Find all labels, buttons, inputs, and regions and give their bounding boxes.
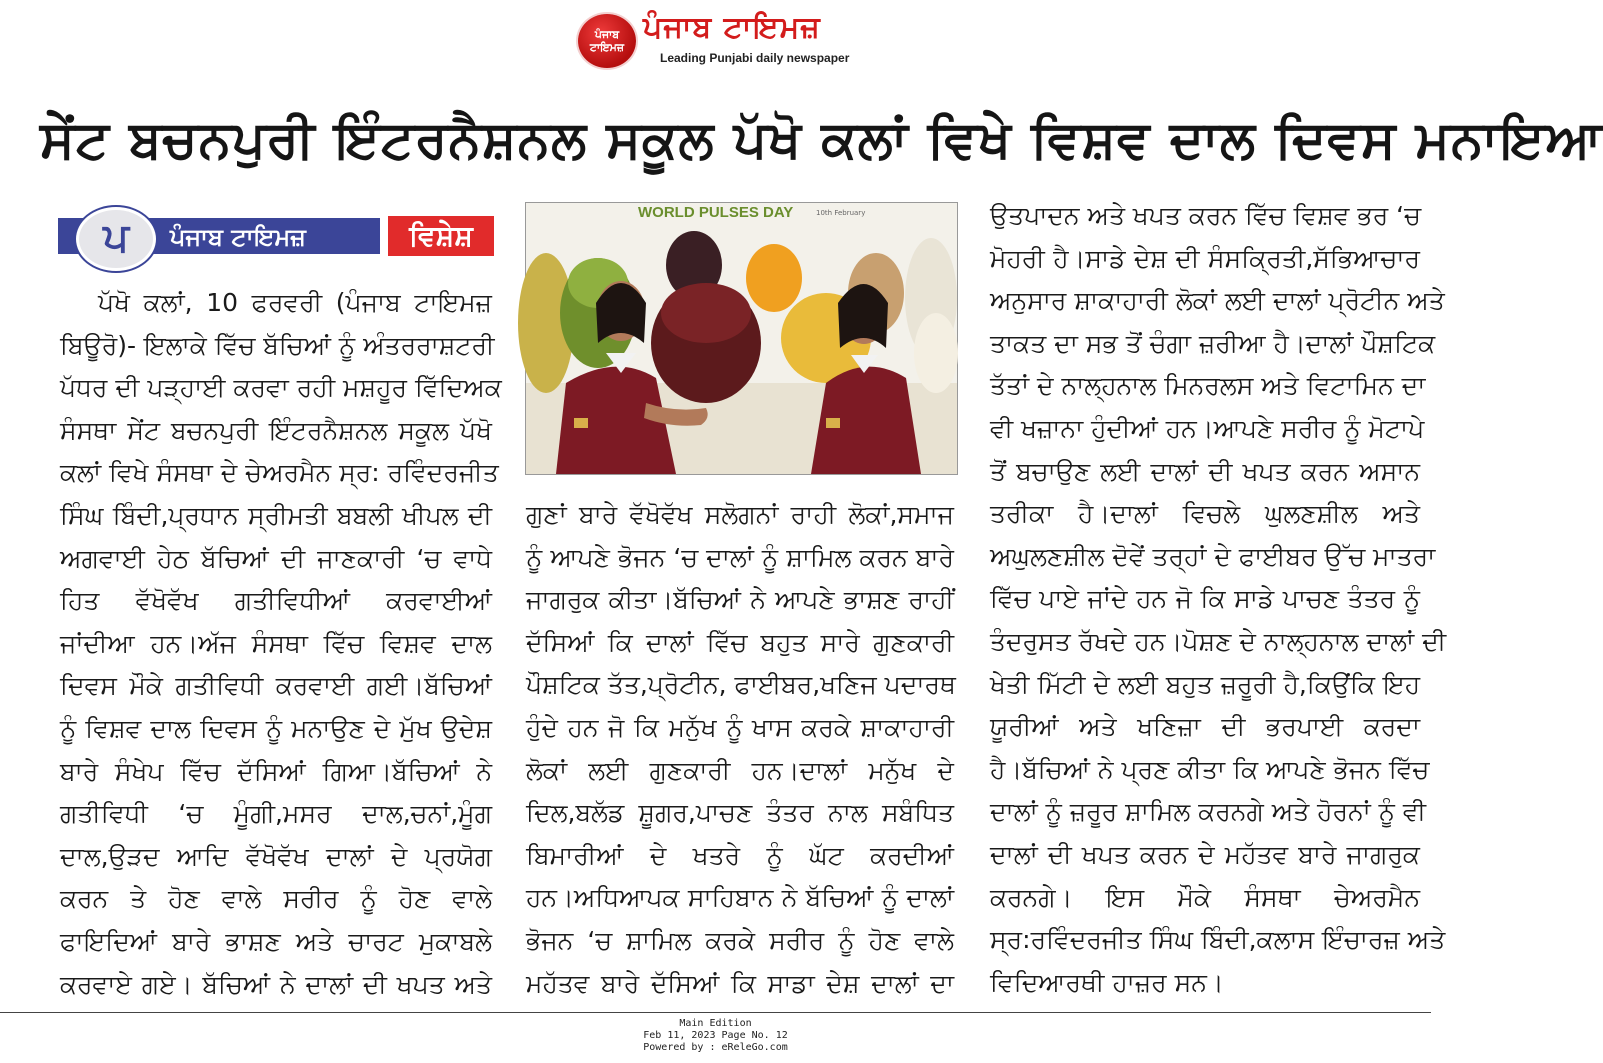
article-line: ਤਰੀਕਾ ਹੈ।ਦਾਲਾਂ ਵਿਚਲੇ ਘੁਲਣਸ਼ੀਲ ਅਤੇ bbox=[990, 499, 1420, 529]
article-headline: ਸੇਂਟ ਬਚਨਪੁਰੀ ਇੰਟਰਨੈਸ਼ਨਲ ਸਕੂਲ ਪੱਖੋ ਕਲਾਂ ਵਿਖੇ ਵਿਸ਼ਵ ਦਾਲ ਦਿਵਸ ਮਨਾਇਆ bbox=[40, 110, 1603, 170]
article-line: ਮੋਹਰੀ ਹੈ।ਸਾਡੇ ਦੇਸ਼ ਦੀ ਸੰਸਕ੍ਰਿਤੀ,ਸੱਭਿਆਚਾਰ bbox=[990, 243, 1420, 273]
article-line: ਗਤੀਵਿਧੀ ‘ਚ ਮੂੰਗੀ,ਮਸਰ ਦਾਲ,ਚਨਾਂ,ਮੂੰਗ bbox=[60, 799, 492, 829]
footer-powered-by: Powered by : eReleGo.com bbox=[643, 1042, 788, 1053]
article-line: ਬਿਮਾਰੀਆਂ ਦੇ ਖਤਰੇ ਨੂੰ ਘੱਟ ਕਰਦੀਆਂ bbox=[526, 840, 954, 870]
article-line: ਅਨੁਸਾਰ ਸ਼ਾਕਾਹਾਰੀ ਲੋਕਾਂ ਲਈ ਦਾਲਾਂ ਪ੍ਰੋਟੀਨ ਅਤੇ bbox=[990, 286, 1445, 316]
photo-date: 10th February bbox=[816, 209, 866, 217]
article-line: ਦਾਲਾਂ ਦੀ ਖਪਤ ਕਰਨ ਦੇ ਮਹੱਤਵ ਬਾਰੇ ਜਾਗਰੁਕ bbox=[990, 839, 1420, 869]
article-line: ਜਾਗਰੁਕ ਕੀਤਾ।ਬੱਚਿਆਂ ਨੇ ਆਪਣੇ ਭਾਸ਼ਣ ਰਾਹੀਂ bbox=[526, 585, 954, 615]
article-line: ਦਿਲ,ਬਲੱਡ ਸ਼ੂਗਰ,ਪਾਚਣ ਤੰਤਰ ਨਾਲ ਸਬੰਧਿਤ bbox=[526, 798, 954, 828]
article-line: ਹੁੰਦੇ ਹਨ ਜੋ ਕਿ ਮਨੁੱਖ ਨੂੰ ਖਾਸ ਕਰਕੇ ਸ਼ਾਕਾਹਾਰੀ bbox=[526, 712, 954, 742]
page-footer bbox=[0, 1018, 1431, 1054]
article-line: ਪੱਖੋ ਕਲਾਂ, 10 ਫਰਵਰੀ (ਪੰਜਾਬ ਟਾਇਮਜ਼ bbox=[98, 288, 492, 317]
article-line: ਜਾਂਦੀਆ ਹਨ।ਅੱਜ ਸੰਸਥਾ ਵਿੱਚ ਵਿਸ਼ਵ ਦਾਲ bbox=[60, 628, 492, 658]
students-with-pulses-illustration bbox=[526, 203, 957, 474]
article-line: ਹਿਤ ਵੱਖੋਵੱਖ ਗਤੀਵਿਧੀਆਂ ਕਰਵਾਈਆਂ bbox=[60, 586, 492, 616]
article-line: ਕਰਨ ਤੇ ਹੋਣ ਵਾਲੇ ਸਰੀਰ ਨੂੰ ਹੋਣ ਵਾਲੇ bbox=[60, 884, 492, 914]
article-line: ਤੰਦਰੁਸਤ ਰੱਖਦੇ ਹਨ।ਪੋਸ਼ਣ ਦੇ ਨਾਲ੍ਹਨਾਲ ਦਾਲਾਂ ਦੀ bbox=[990, 626, 1447, 656]
article-line: ਲੋਕਾਂ ਲਈ ਗੁਣਕਾਰੀ ਹਨ।ਦਾਲਾਂ ਮਨੁੱਖ ਦੇ bbox=[526, 755, 954, 785]
footer-edition: Main Edition bbox=[679, 1018, 752, 1029]
article-line: ਬਿਊਰੋ)- ਇਲਾਕੇ ਵਿੱਚ ਬੱਚਿਆਂ ਨੂੰ ਅੰਤਰਰਾਸ਼ਟਰੀ bbox=[60, 330, 495, 360]
article-line: ਵੀ ਖਜ਼ਾਨਾ ਹੁੰਦੀਆਂ ਹਨ।ਆਪਣੇ ਸਰੀਰ ਨੂੰ ਮੋਟਾਪੇ bbox=[990, 413, 1425, 443]
article-line: ਬਾਰੇ ਸੰਖੇਪ ਵਿੱਚ ਦੱਸਿਆਂ ਗਿਆ।ਬੱਚਿਆਂ ਨੇ bbox=[60, 756, 492, 786]
article-line: ਵਿੱਚ ਪਾਏ ਜਾਂਦੇ ਹਨ ਜੋ ਕਿ ਸਾਡੇ ਪਾਚਣ ਤੰਤਰ ਨੂੰ bbox=[990, 584, 1420, 614]
section-badge bbox=[58, 213, 494, 259]
article-line: ਯੂਰੀਆਂ ਅਤੇ ਖਣਿਜ਼ਾ ਦੀ ਭਰਪਾਈ ਕਰਦਾ bbox=[990, 712, 1420, 742]
footer-date-page: Feb 11, 2023 Page No. 12 bbox=[643, 1030, 788, 1041]
badge-special-tag: ਵਿਸ਼ੇਸ਼ bbox=[388, 216, 494, 256]
article-line: ਨੂੰ ਵਿਸ਼ਵ ਦਾਲ ਦਿਵਸ ਨੂੰ ਮਨਾਉਣ ਦੇ ਮੁੱਖ ਉਦੇਸ਼ bbox=[60, 713, 492, 743]
masthead bbox=[0, 0, 1431, 74]
article-line: ਹਨ।ਅਧਿਆਪਕ ਸਾਹਿਬਾਨ ਨੇ ਬੱਚਿਆਂ ਨੂੰ ਦਾਲਾਂ bbox=[526, 883, 954, 913]
article-line: ਗੁਣਾਂ ਬਾਰੇ ਵੱਖੋਵੱਖ ਸਲੋਗਨਾਂ ਰਾਹੀ ਲੋਕਾਂ,ਸਮਾਜ bbox=[526, 500, 954, 529]
newspaper-logo bbox=[578, 14, 636, 68]
article-photo bbox=[525, 202, 958, 475]
article-line: ਦਾਲਾਂ ਨੂੰ ਜ਼ਰੂਰ ਸ਼ਾਮਿਲ ਕਰਨਗੇ ਅਤੇ ਹੋਰਨਾਂ ਨੂੰ ਵੀ bbox=[990, 797, 1427, 827]
footer-divider bbox=[0, 1012, 1431, 1013]
newspaper-name: ਪੰਜਾਬ ਟਾਇਮਜ਼ bbox=[643, 10, 821, 45]
article-line: ਵਿਦਿਆਰਥੀ ਹਾਜ਼ਰ ਸਨ। bbox=[990, 967, 1224, 997]
photo-banner: WORLD PULSES DAY bbox=[638, 204, 794, 221]
article-line: ਅਗਵਾਈ ਹੇਠ ਬੱਚਿਆਂ ਦੀ ਜਾਣਕਾਰੀ ‘ਚ ਵਾਧੇ bbox=[60, 543, 492, 573]
article-line: ਪੱਧਰ ਦੀ ਪੜ੍ਹਾਈ ਕਰਵਾ ਰਹੀ ਮਸ਼ਹੂਰ ਵਿੱਦਿਅਕ bbox=[60, 373, 502, 403]
newspaper-tagline: Leading Punjabi daily newspaper bbox=[660, 51, 850, 65]
article-line: ਪੌਸ਼ਟਿਕ ਤੱਤ,ਪ੍ਰੋਟੀਨ, ਫਾਈਬਰ,ਖਣਿਜ ਪਦਾਰਥ bbox=[526, 670, 956, 700]
article-line: ਹੈ।ਬੱਚਿਆਂ ਨੇ ਪ੍ਰਣ ਕੀਤਾ ਕਿ ਆਪਣੇ ਭੋਜਨ ਵਿੱਚ bbox=[990, 754, 1430, 784]
article-line: ਮਹੱਤਵ ਬਾਰੇ ਦੱਸਿਆਂ ਕਿ ਸਾਡਾ ਦੇਸ਼ ਦਾਲਾਂ ਦਾ bbox=[526, 968, 954, 998]
article-column-3 bbox=[990, 195, 1447, 1004]
article-line: ਭੋਜਨ ‘ਚ ਸ਼ਾਮਿਲ ਕਰਕੇ ਸਰੀਰ ਨੂੰ ਹੋਣ ਵਾਲੇ bbox=[526, 925, 954, 955]
article-line: ਤਾਕਤ ਦਾ ਸਭ ਤੋਂ ਚੰਗਾ ਜ਼ਰੀਆ ਹੈ।ਦਾਲਾਂ ਪੌਸ਼ਟਿਕ bbox=[990, 328, 1436, 358]
article-column-2 bbox=[526, 494, 954, 1005]
article-line: ਅਘੁਲਣਸ਼ੀਲ ਦੋਵੇਂ ਤਰ੍ਹਾਂ ਦੇ ਫਾਈਬਰ ਉੱਚ ਮਾਤਰਾ bbox=[990, 541, 1436, 571]
badge-logo-icon: ਪ bbox=[76, 207, 156, 271]
article-line: ਸ੍ਰ:ਰਵਿੰਦਰਜੀਤ ਸਿੰਘ ਬਿੰਦੀ,ਕਲਾਸ ਇੰਚਾਰਜ਼ ਅਤੇ bbox=[990, 925, 1446, 955]
article-line: ਨੂੰ ਆਪਣੇ ਭੋਜਨ ‘ਚ ਦਾਲਾਂ ਨੂੰ ਸ਼ਾਮਿਲ ਕਰਨ ਬਾਰੇ bbox=[526, 542, 954, 572]
article-line: ਸਿੰਘ ਬਿੰਦੀ,ਪ੍ਰਧਾਨ ਸ੍ਰੀਮਤੀ ਬਬਲੀ ਖੀਪਲ ਦੀ bbox=[60, 500, 492, 530]
article-line: ਸੰਸਥਾ ਸੇਂਟ ਬਚਨਪੁਰੀ ਇੰਟਰਨੈਸ਼ਨਲ ਸਕੂਲ ਪੱਖੋ bbox=[60, 415, 492, 445]
article-line: ਕਲਾਂ ਵਿਖੇ ਸੰਸਥਾ ਦੇ ਚੇਅਰਮੈਨ ਸ੍ਰ: ਰਵਿੰਦਰਜੀਤ bbox=[60, 458, 499, 488]
article-line: ਦੱਸਿਆਂ ਕਿ ਦਾਲਾਂ ਵਿੱਚ ਬਹੁਤ ਸਾਰੇ ਗੁਣਕਾਰੀ bbox=[526, 627, 954, 657]
article-line: ਦਾਲ,ਉੜਦ ਆਦਿ ਵੱਖੋਵੱਖ ਦਾਲਾਂ ਦੇ ਪ੍ਰਯੋਗ bbox=[60, 841, 492, 871]
badge-name: ਪੰਜਾਬ ਟਾਇਮਜ਼ bbox=[170, 223, 306, 251]
article-line: ਕਰਨਗੇ। ਇਸ ਮੌਕੇ ਸੰਸਥਾ ਚੇਅਰਮੈਨ bbox=[990, 882, 1420, 912]
article-line: ਤੱਤਾਂ ਦੇ ਨਾਲ੍ਹਨਾਲ ਮਿਨਰਲਸ ਅਤੇ ਵਿਟਾਮਿਨ ਦਾ bbox=[990, 371, 1426, 401]
logo-text: ਪੰਜਾਬ ਟਾਇਮਜ਼ bbox=[589, 28, 625, 54]
article-line: ਉਤਪਾਦਨ ਅਤੇ ਖਪਤ ਕਰਨ ਵਿੱਚ ਵਿਸ਼ਵ ਭਰ ‘ਚ bbox=[990, 201, 1421, 230]
article-line: ਫਾਇਦਿਆਂ ਬਾਰੇ ਭਾਸ਼ਣ ਅਤੇ ਚਾਰਟ ਮੁਕਾਬਲੇ bbox=[60, 926, 492, 956]
article-line: ਤੋਂ ਬਚਾਉਣ ਲਈ ਦਾਲਾਂ ਦੀ ਖਪਤ ਕਰਨ ਅਸਾਨ bbox=[990, 456, 1420, 486]
article-line: ਖੇਤੀ ਮਿੱਟੀ ਦੇ ਲਈ ਬਹੁਤ ਜ਼ਰੂਰੀ ਹੈ,ਕਿਉਂਕਿ ਇਹ bbox=[990, 669, 1421, 699]
article-line: ਕਰਵਾਏ ਗਏ। ਬੱਚਿਆਂ ਨੇ ਦਾਲਾਂ ਦੀ ਖਪਤ ਅਤੇ bbox=[60, 969, 492, 999]
article-line: ਦਿਵਸ ਮੌਕੇ ਗਤੀਵਿਧੀ ਕਰਵਾਈ ਗਈ।ਬੱਚਿਆਂ bbox=[60, 671, 492, 701]
article-column-1 bbox=[60, 282, 502, 1006]
